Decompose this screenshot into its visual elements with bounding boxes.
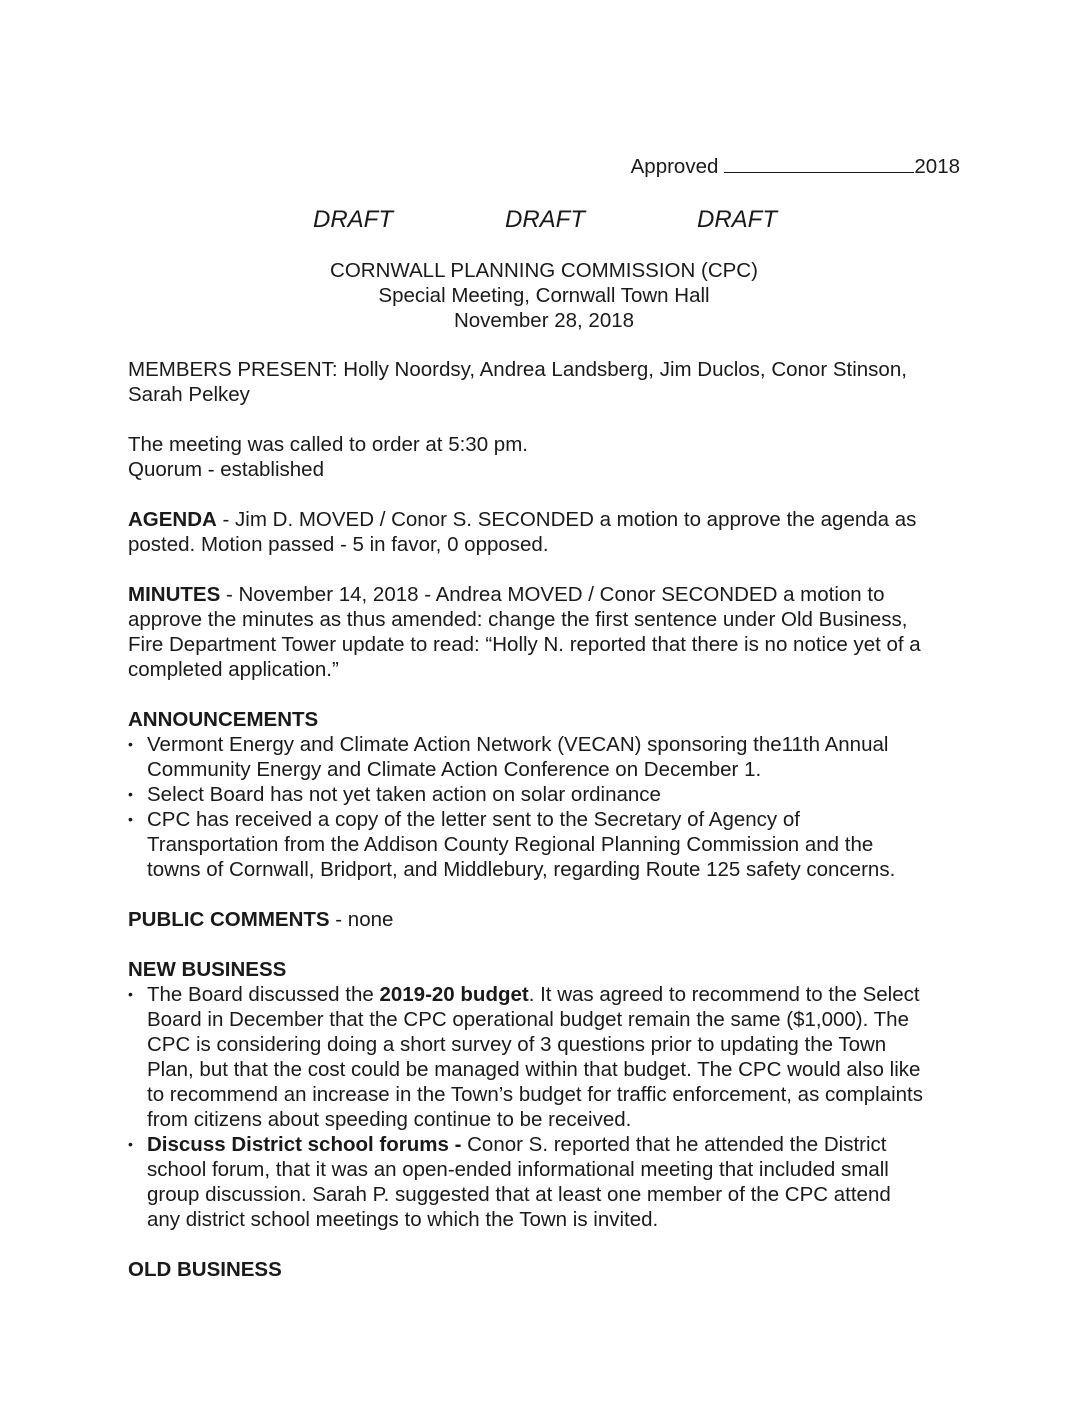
document-header — [0, 258, 1088, 333]
call-to-order: The meeting was called to order at 5:30 pm. Quorum - established — [128, 433, 528, 481]
agenda-section: AGENDA - Jim D. MOVED / Conor S. SECONDED a motion to approve the agenda as posted. Motion passed - 5 in favor, 0 opposed. — [128, 508, 917, 556]
draft-watermark-row — [0, 205, 1088, 235]
old-business-heading: OLD BUSINESS — [128, 1258, 282, 1281]
list-item: • Vermont Energy and Climate Action Network (VECAN) sponsoring the11th Annual Community Energy and Climate Action Conference on December 1. — [128, 733, 889, 781]
meeting-type: Special Meeting, Cornwall Town Hall — [378, 284, 710, 307]
meeting-date: November 28, 2018 — [453, 309, 635, 332]
agenda-heading: AGENDA — [128, 508, 217, 531]
members-present: MEMBERS PRESENT: Holly Noordsy, Andrea Landsberg, Jim Duclos, Conor Stinson, Sarah Pelkey — [128, 358, 907, 406]
commission-title: CORNWALL PLANNING COMMISSION (CPC) — [330, 259, 758, 282]
list-item: • CPC has received a copy of the letter sent to the Secretary of Agency of Transportation from the Addison County Regional Planning Commission and the towns of Cornwall, Bridport, and Middlebury, regarding Route 125 safety concerns. — [128, 808, 896, 881]
announcements-list — [128, 732, 968, 882]
new-business-heading: NEW BUSINESS — [128, 958, 287, 981]
draft-mark: DRAFT — [505, 206, 585, 233]
minutes-section: MINUTES - November 14, 2018 - Andrea MOVED / Conor SECONDED a motion to approve the minutes as thus amended: change the first sentence under Old Business, Fire Department Tower update to read: “Holly N. reported that there is no notice yet of a completed application.” — [128, 583, 921, 681]
approved-label: Approved — [630, 155, 719, 178]
bullet-icon: • — [128, 811, 133, 827]
approved-year: 2018 — [914, 155, 960, 178]
list-item: • The Board discussed the 2019-20 budget. It was agreed to recommend to the Select Board in December that the CPC operational budget remain the same ($1,000). The CPC is considering doing a short survey of 3 questions prior to updating the Town Plan, but that the cost could be managed within that budget. The CPC would also like to recommend an increase in the Town’s budget for traffic enforcement, as complaints from citizens about speeding continue to be received. — [128, 983, 923, 1131]
minutes-body — [128, 357, 968, 1282]
public-comments-section: PUBLIC COMMENTS - none — [128, 908, 394, 931]
draft-mark: DRAFT — [313, 206, 393, 233]
list-item: • Select Board has not yet taken action on solar ordinance — [128, 783, 661, 806]
approval-line — [631, 153, 960, 179]
list-item: • Discuss District school forums - Conor S. reported that he attended the District school forum, that it was an open-ended informational meeting that included small group discussion. Sarah P. suggested that at least one member of the CPC attend any district school meetings to which the Town is invited. — [128, 1133, 891, 1231]
bullet-icon: • — [128, 736, 133, 752]
approval-date-blank — [724, 153, 914, 173]
bullet-icon: • — [128, 1136, 133, 1152]
draft-mark: DRAFT — [697, 206, 777, 233]
public-comments-heading: PUBLIC COMMENTS — [128, 908, 330, 931]
minutes-heading: MINUTES — [128, 583, 221, 606]
announcements-heading: ANNOUNCEMENTS — [128, 708, 319, 731]
bullet-icon: • — [128, 986, 133, 1002]
bullet-icon: • — [128, 786, 133, 802]
new-business-list — [128, 982, 968, 1232]
